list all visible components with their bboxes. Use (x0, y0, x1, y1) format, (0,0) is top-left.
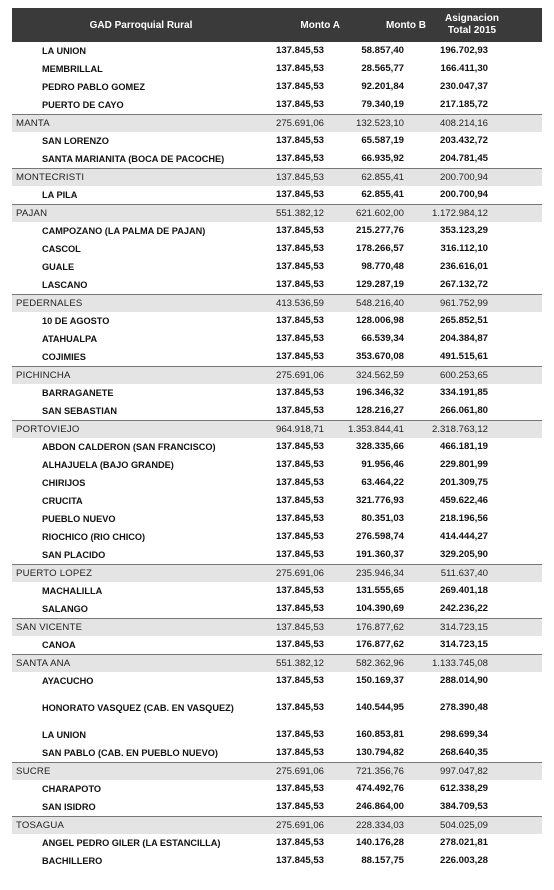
row-monto-b: 191.360,37 (355, 549, 404, 560)
row-monto-a: 137.845,53 (275, 315, 324, 326)
row-total: 266.061,80 (439, 405, 488, 416)
row-name: SALANGO (42, 604, 88, 614)
row-monto-b: 63.464,22 (361, 477, 404, 488)
row-monto-a: 137.845,53 (275, 621, 324, 633)
parroquia-row (12, 312, 542, 330)
row-monto-a: 275.691,06 (275, 369, 324, 381)
parroquia-row (12, 726, 542, 744)
row-monto-b: 131.555,65 (355, 585, 404, 596)
row-monto-b: 721.356,76 (355, 765, 404, 777)
row-name: CHIRIJOS (42, 478, 86, 488)
row-name: CHARAPOTO (42, 784, 102, 794)
row-monto-a: 137.845,53 (275, 531, 324, 542)
row-name: SUCRE (16, 766, 51, 777)
row-monto-b: 128.006,98 (355, 315, 404, 326)
row-monto-a: 137.845,53 (275, 81, 324, 92)
parroquia-row (12, 636, 542, 654)
row-name: SAN ISIDRO (42, 802, 96, 812)
row-total: 1.133.745,08 (431, 657, 488, 669)
row-monto-a: 137.845,53 (275, 135, 324, 146)
row-total: 269.401,18 (439, 585, 488, 596)
parroquia-row (12, 582, 542, 600)
row-monto-b: 176.877,62 (355, 639, 404, 650)
row-monto-b: 58.857,40 (361, 45, 404, 56)
row-name: PUERTO DE CAYO (42, 100, 124, 110)
parroquia-row (12, 78, 542, 96)
row-total: 491.515,61 (439, 351, 488, 362)
row-monto-a: 137.845,53 (275, 801, 324, 812)
row-name: LA PILA (42, 190, 78, 200)
row-name: SAN PLACIDO (42, 550, 106, 560)
row-monto-b: 150.169,37 (355, 675, 404, 686)
row-total: 459.622,46 (439, 495, 488, 506)
row-total: 314.723,15 (439, 621, 488, 633)
row-total: 217.185,72 (439, 99, 488, 110)
row-total: 267.132,72 (439, 279, 488, 290)
row-name: LASCANO (42, 280, 88, 290)
row-total: 298.699,34 (439, 729, 488, 740)
row-total: 961.752,99 (439, 297, 488, 309)
canton-row (12, 618, 542, 636)
row-total: 1.172.984,12 (431, 207, 488, 219)
row-monto-b: 140.176,28 (355, 837, 404, 848)
row-monto-b: 129.287,19 (355, 279, 404, 290)
parroquia-row (12, 258, 542, 276)
row-total: 316.112,10 (440, 243, 488, 254)
row-monto-b: 215.277,76 (355, 225, 404, 236)
row-total: 997.047,82 (439, 765, 488, 777)
row-total: 166.411,30 (440, 63, 488, 74)
row-monto-a: 137.845,53 (275, 261, 324, 272)
row-monto-b: 176.877,62 (355, 621, 404, 633)
row-monto-a: 137.845,53 (275, 351, 324, 362)
canton-row (12, 294, 542, 312)
row-name: CAMPOZANO (LA PALMA DE PAJAN) (42, 226, 206, 236)
parroquia-row (12, 744, 542, 762)
parroquia-row (12, 186, 542, 204)
row-monto-a: 964.918,71 (275, 423, 324, 435)
parroquia-row (12, 240, 542, 258)
canton-row (12, 762, 542, 780)
row-name: PICHINCHA (16, 370, 71, 381)
row-monto-a: 137.845,53 (275, 387, 324, 398)
row-monto-a: 137.845,53 (275, 675, 324, 686)
row-monto-b: 98.770,48 (361, 261, 404, 272)
row-name: CRUCITA (42, 496, 83, 506)
row-total: 268.640,35 (439, 747, 488, 758)
row-monto-a: 137.845,53 (275, 171, 324, 183)
canton-row (12, 654, 542, 672)
row-name: CANOA (42, 640, 76, 650)
row-monto-a: 137.845,53 (275, 513, 324, 524)
parroquia-row (12, 690, 542, 726)
row-monto-a: 137.845,53 (275, 279, 324, 290)
row-monto-a: 275.691,06 (275, 567, 324, 579)
parroquia-row (12, 546, 542, 564)
row-total: 2.318.763,12 (431, 423, 488, 435)
row-monto-a: 137.845,53 (275, 189, 324, 200)
row-monto-b: 196.346,32 (355, 387, 404, 398)
row-name: PAJAN (16, 208, 48, 219)
row-name: TOSAGUA (16, 820, 65, 831)
row-name: ALHAJUELA (BAJO GRANDE) (42, 460, 174, 470)
row-name: MONTECRISTI (16, 172, 85, 183)
row-monto-b: 1.353.844,41 (347, 423, 404, 435)
row-name: PUEBLO NUEVO (42, 514, 116, 524)
row-name: SANTA ANA (16, 658, 71, 669)
row-total: 414.444,27 (439, 531, 488, 542)
row-name: SAN LORENZO (42, 136, 109, 146)
row-total: 314.723,15 (439, 639, 488, 650)
row-total: 278.390,48 (439, 702, 488, 713)
row-name: PEDRO PABLO GOMEZ (42, 82, 145, 92)
row-total: 196.702,93 (439, 45, 488, 56)
row-name: PUERTO LOPEZ (16, 568, 93, 579)
row-monto-a: 275.691,06 (275, 765, 324, 777)
row-total: 288.014,90 (439, 675, 488, 686)
row-monto-b: 178.266,57 (355, 243, 404, 254)
row-monto-a: 137.845,53 (275, 63, 324, 74)
parroquia-row (12, 798, 542, 816)
row-name: SANTA MARIANITA (BOCA DE PACOCHE) (42, 154, 225, 164)
parroquia-row (12, 402, 542, 420)
row-name: LA UNION (42, 46, 87, 56)
row-monto-a: 137.845,53 (275, 333, 324, 344)
row-name: HONORATO VASQUEZ (CAB. EN VASQUEZ) (42, 703, 234, 713)
row-monto-a: 137.845,53 (275, 405, 324, 416)
row-monto-b: 28.565,77 (361, 63, 404, 74)
header-monto-b: Monto B (386, 19, 426, 31)
row-monto-a: 551.382,12 (275, 207, 324, 219)
row-monto-b: 235.946,34 (355, 567, 404, 579)
row-total: 226.003,28 (439, 855, 488, 866)
row-monto-a: 137.845,53 (275, 477, 324, 488)
row-total: 200.700,94 (439, 189, 488, 200)
row-monto-b: 130.794,82 (355, 747, 404, 758)
row-name: ATAHUALPA (42, 334, 98, 344)
header-monto-a: Monto A (300, 19, 340, 31)
canton-row (12, 816, 542, 834)
parroquia-row (12, 60, 542, 78)
row-monto-b: 88.157,75 (361, 855, 404, 866)
row-monto-a: 137.845,53 (275, 459, 324, 470)
row-name: PORTOVIEJO (16, 424, 80, 435)
row-monto-a: 137.845,53 (275, 225, 324, 236)
header-total (432, 13, 512, 37)
row-monto-b: 474.492,76 (355, 783, 404, 794)
row-total: 384.709,53 (439, 801, 488, 812)
parroquia-row (12, 384, 542, 402)
parroquia-row (12, 456, 542, 474)
row-total: 334.191,85 (439, 387, 488, 398)
row-monto-a: 551.382,12 (275, 657, 324, 669)
row-monto-b: 92.201,84 (361, 81, 404, 92)
row-monto-b: 104.390,69 (355, 603, 404, 614)
row-monto-b: 160.853,81 (355, 729, 404, 740)
row-name: BACHILLERO (42, 856, 103, 866)
row-monto-a: 137.845,53 (275, 639, 324, 650)
row-total: 329.205,90 (439, 549, 488, 560)
row-total: 511.637,40 (440, 567, 488, 579)
row-monto-a: 275.691,06 (275, 819, 324, 831)
row-monto-b: 246.864,00 (355, 801, 404, 812)
row-total: 278.021,81 (439, 837, 488, 848)
row-monto-b: 276.598,74 (355, 531, 404, 542)
table-header (12, 8, 542, 42)
row-name: SAN VICENTE (16, 622, 83, 633)
parroquia-row (12, 510, 542, 528)
row-monto-b: 353.670,08 (355, 351, 404, 362)
row-monto-b: 62.855,41 (361, 189, 404, 200)
row-monto-a: 137.845,53 (275, 45, 324, 56)
row-name: ABDON CALDERON (SAN FRANCISCO) (42, 442, 216, 452)
header-total-line1: Asignacion (445, 13, 499, 24)
row-monto-b: 621.602,00 (355, 207, 404, 219)
row-monto-b: 66.539,34 (361, 333, 404, 344)
table-body (12, 42, 542, 870)
parroquia-row (12, 276, 542, 294)
parroquia-row (12, 672, 542, 690)
row-monto-b: 66.935,92 (361, 153, 404, 164)
row-total: 200.700,94 (439, 171, 488, 183)
parroquia-row (12, 852, 542, 870)
row-total: 353.123,29 (439, 225, 488, 236)
row-monto-a: 137.845,53 (275, 729, 324, 740)
header-total-line2: Total 2015 (447, 25, 497, 36)
row-monto-b: 128.216,27 (355, 405, 404, 416)
row-monto-b: 324.562,59 (355, 369, 404, 381)
parroquia-row (12, 150, 542, 168)
row-name: ANGEL PEDRO GILER (LA ESTANCILLA) (42, 838, 221, 848)
header-gad-name: GAD Parroquial Rural (89, 19, 193, 31)
parroquia-row (12, 96, 542, 114)
row-name: COJIMIES (42, 352, 86, 362)
row-total: 236.616,01 (439, 261, 488, 272)
parroquia-row (12, 222, 542, 240)
parroquia-row (12, 528, 542, 546)
row-name: LA UNION (42, 730, 87, 740)
row-name: BARRAGANETE (42, 388, 114, 398)
canton-row (12, 114, 542, 132)
row-name: MACHALILLA (42, 586, 103, 596)
row-monto-a: 137.845,53 (275, 585, 324, 596)
parroquia-row (12, 330, 542, 348)
row-name: MEMBRILLAL (42, 64, 103, 74)
row-monto-b: 548.216,40 (355, 297, 404, 309)
row-total: 204.781,45 (439, 153, 488, 164)
row-monto-b: 582.362,96 (355, 657, 404, 669)
row-monto-b: 132.523,10 (355, 117, 404, 129)
row-monto-a: 275.691,06 (275, 117, 324, 129)
row-monto-b: 228.334,03 (355, 819, 404, 831)
row-total: 230.047,37 (439, 81, 488, 92)
row-monto-a: 137.845,53 (275, 855, 324, 866)
row-monto-a: 137.845,53 (275, 441, 324, 452)
parroquia-row (12, 438, 542, 456)
row-monto-a: 137.845,53 (275, 783, 324, 794)
row-name: MANTA (16, 118, 50, 129)
row-monto-a: 137.845,53 (275, 549, 324, 560)
row-monto-b: 79.340,19 (361, 99, 404, 110)
canton-row (12, 366, 542, 384)
row-monto-b: 140.544,95 (355, 702, 404, 713)
row-total: 408.214,16 (439, 117, 488, 129)
canton-row (12, 564, 542, 582)
row-monto-a: 413.536,59 (275, 297, 324, 309)
canton-row (12, 420, 542, 438)
row-name: SAN SEBASTIAN (42, 406, 118, 416)
row-name: GUALE (42, 262, 75, 272)
canton-row (12, 168, 542, 186)
row-monto-a: 137.845,53 (275, 837, 324, 848)
row-monto-a: 137.845,53 (275, 153, 324, 164)
parroquia-row (12, 42, 542, 60)
row-monto-b: 321.776,93 (355, 495, 404, 506)
parroquia-row (12, 348, 542, 366)
row-name: AYACUCHO (42, 676, 94, 686)
row-monto-a: 137.845,53 (275, 747, 324, 758)
allocation-table (12, 0, 542, 870)
row-name: CASCOL (42, 244, 81, 254)
row-monto-a: 137.845,53 (275, 243, 324, 254)
parroquia-row (12, 492, 542, 510)
row-total: 229.801,99 (439, 459, 488, 470)
canton-row (12, 204, 542, 222)
row-monto-a: 137.845,53 (275, 99, 324, 110)
row-monto-b: 62.855,41 (361, 171, 404, 183)
row-monto-b: 91.956,46 (361, 459, 404, 470)
row-total: 218.196,56 (439, 513, 488, 524)
row-total: 265.852,51 (439, 315, 488, 326)
row-monto-a: 137.845,53 (275, 702, 324, 713)
parroquia-row (12, 780, 542, 798)
row-monto-b: 80.351,03 (361, 513, 404, 524)
row-total: 204.384,87 (439, 333, 488, 344)
row-name: 10 DE AGOSTO (42, 316, 110, 326)
row-monto-a: 137.845,53 (275, 495, 324, 506)
row-monto-b: 65.587,19 (361, 135, 404, 146)
row-monto-a: 137.845,53 (275, 603, 324, 614)
row-name: RIOCHICO (RIO CHICO) (42, 532, 146, 542)
row-total: 201.309,75 (439, 477, 488, 488)
parroquia-row (12, 474, 542, 492)
row-name: SAN PABLO (CAB. EN PUEBLO NUEVO) (42, 748, 218, 758)
row-monto-b: 328.335,66 (355, 441, 404, 452)
row-total: 612.338,29 (439, 783, 488, 794)
parroquia-row (12, 834, 542, 852)
row-total: 600.253,65 (439, 369, 488, 381)
row-total: 242.236,22 (439, 603, 488, 614)
row-total: 203.432,72 (439, 135, 488, 146)
row-name: PEDERNALES (16, 298, 83, 309)
parroquia-row (12, 132, 542, 150)
row-total: 504.025,09 (439, 819, 488, 831)
row-total: 466.181,19 (439, 441, 488, 452)
parroquia-row (12, 600, 542, 618)
